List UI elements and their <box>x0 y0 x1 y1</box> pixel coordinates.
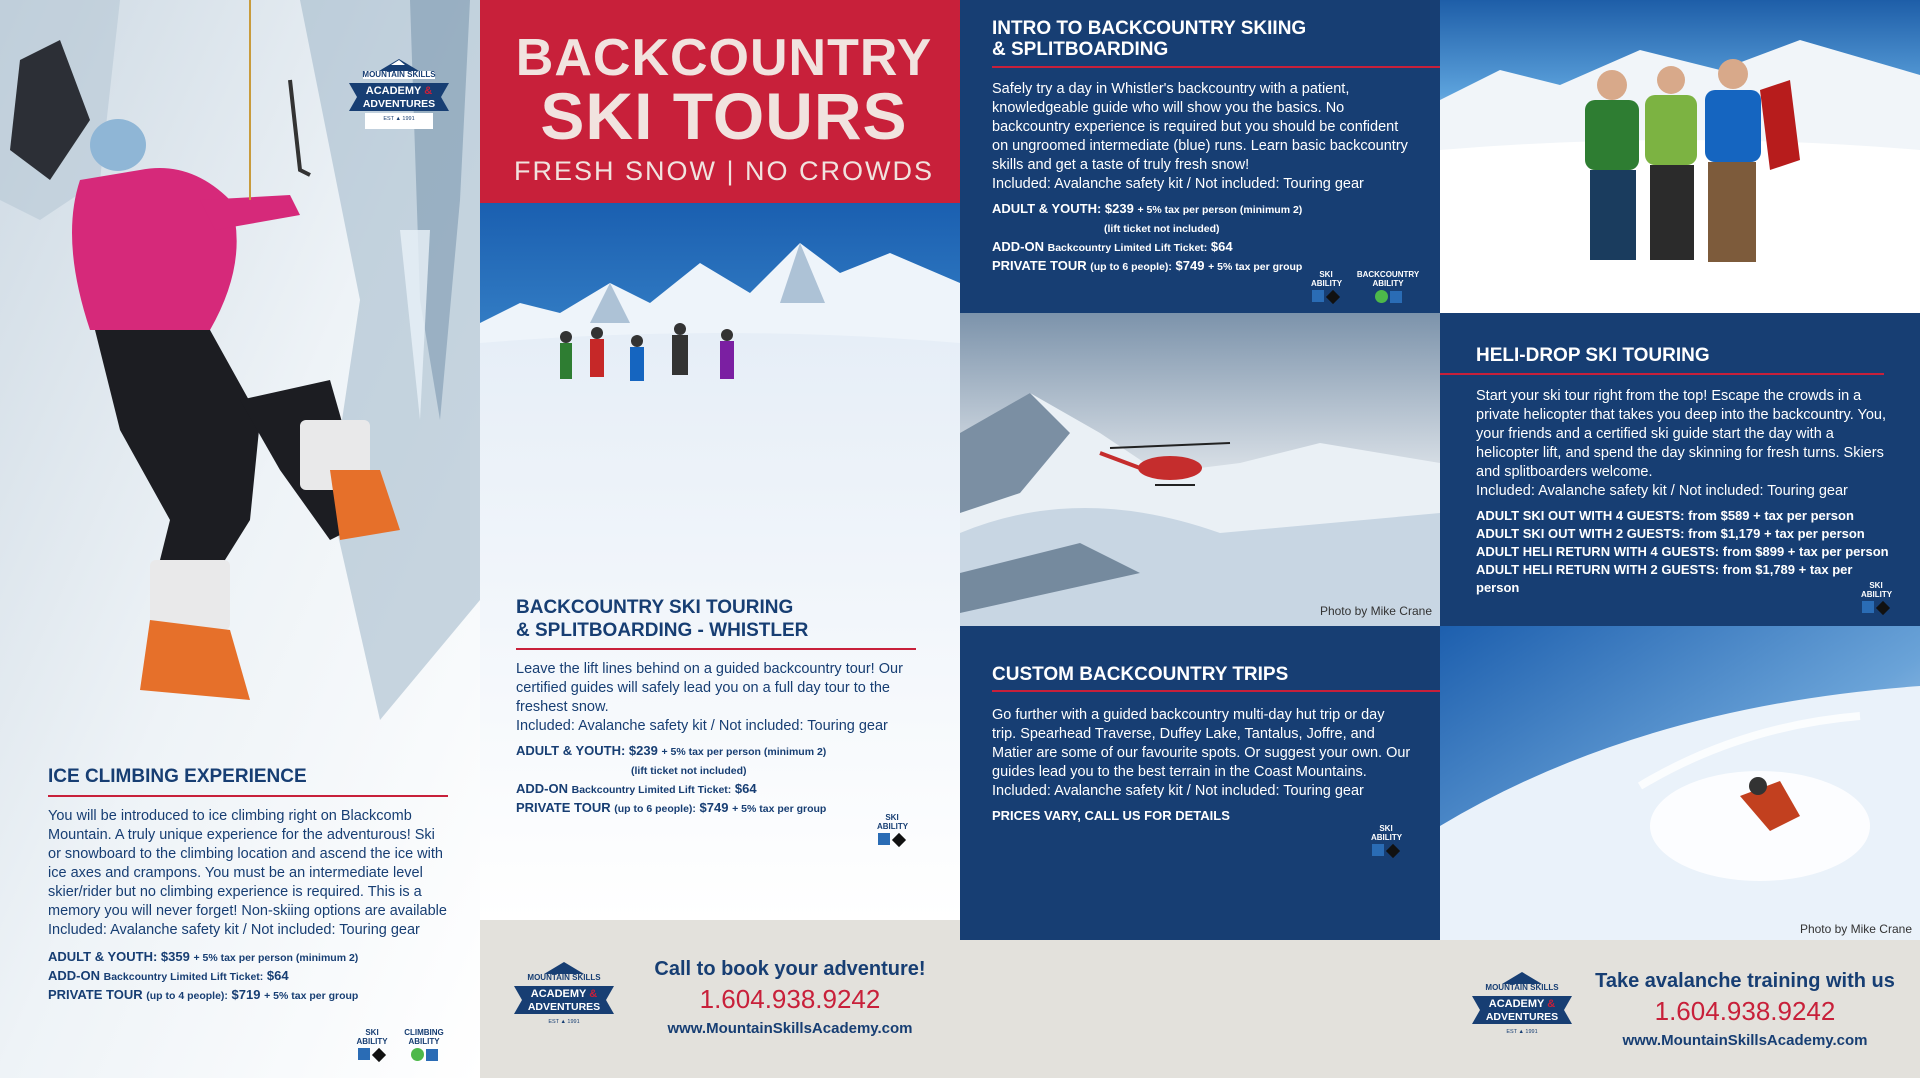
heli-price-4: ADULT HELI RETURN WITH 2 GUESTS: from $1,789 + tax per person <box>1476 562 1853 595</box>
powder-photo-credit: Photo by Mike Crane <box>1799 922 1912 936</box>
touring-price-adult: ADULT & YOUTH: $239 + 5% tax per person (minimum 2) <box>516 743 827 758</box>
logo-line3: ADVENTURES <box>362 98 436 110</box>
green-circle-icon <box>1375 290 1388 303</box>
heli-text-block <box>1476 387 1896 597</box>
ice-text-block <box>48 766 448 1005</box>
heli-price-1: ADULT SKI OUT WITH 4 GUESTS: from $589 + tax per person <box>1476 508 1854 523</box>
logo-line2: ACADEMY & <box>365 85 433 97</box>
custom-title-rule <box>992 690 1440 692</box>
brand-logo-footer <box>508 958 620 1038</box>
logo-est: EST ▲ 1991 <box>548 1019 580 1025</box>
brand-logo-footer-right <box>1466 968 1578 1048</box>
ice-title-rule <box>48 795 448 797</box>
footer-right <box>960 940 1920 1078</box>
black-diamond-icon <box>372 1048 386 1062</box>
footer-mid-url[interactable]: www.MountainSkillsAcademy.com <box>667 1020 913 1037</box>
custom-title: CUSTOM BACKCOUNTRY TRIPS <box>992 664 1289 685</box>
blue-square-icon <box>358 1048 370 1060</box>
intro-text-block <box>992 80 1412 276</box>
intro-panel <box>960 0 1440 313</box>
logo-line1: MOUNTAIN SKILLS <box>362 70 436 79</box>
black-diamond-icon <box>1386 844 1400 858</box>
intro-body: Safely try a day in Whistler's backcountry with a patient, knowledgeable guide who will show you the basics. No backcountry experience is required but you should be confident on ungroomed intermediate (blue) runs. Learn basic backcountry skills and get a taste of truly fresh snow! <box>992 81 1408 173</box>
custom-panel <box>960 626 1440 940</box>
touring-text-block <box>516 596 926 818</box>
heli-price-3: ADULT HELI RETURN WITH 4 GUESTS: from $899 + tax per person <box>1476 544 1889 559</box>
custom-text-block <box>992 706 1412 825</box>
ice-climbing-panel <box>0 0 480 1078</box>
heli-included: Included: Avalanche safety kit / Not included: Touring gear <box>1476 483 1848 499</box>
black-diamond-icon <box>1326 290 1340 304</box>
hero-panel <box>480 0 960 203</box>
hero-line2: SKI TOURS <box>540 79 908 153</box>
touring-price-addon: ADD-ON Backcountry Limited Lift Ticket: $64 <box>516 781 757 796</box>
logo-line2: ACADEMY & <box>1488 998 1556 1010</box>
green-circle-icon <box>411 1048 424 1061</box>
intro-backcountry-ability: BACKCOUNTRY ABILITY <box>1350 270 1426 305</box>
touring-price-note: (lift ticket not included) <box>631 765 747 777</box>
footer-mid-phone[interactable]: 1.604.938.9242 <box>699 984 881 1014</box>
touring-included: Included: Avalanche safety kit / Not included: Touring gear <box>516 718 888 734</box>
heli-body: Start your ski tour right from the top! Escape the crowds in a private helicopter that takes you deep into the backcountry. You, your friends and a certified ski guide start the day with a helicopter lift, and spend the day skinning for fresh turns. Skiers and splitboarders welcome. <box>1476 388 1887 480</box>
ice-ski-ability: SKI ABILITY <box>352 1028 392 1062</box>
touring-body: Leave the lift lines behind on a guided backcountry tour! Our certified guides will safely lead you on a full day tour to the freshest snow. <box>516 661 903 715</box>
blue-square-icon <box>1372 844 1384 856</box>
intro-price-addon: ADD-ON Backcountry Limited Lift Ticket: $64 <box>992 239 1233 254</box>
custom-prices: PRICES VARY, CALL US FOR DETAILS <box>992 808 1230 823</box>
logo-line3: ADVENTURES <box>1485 1011 1559 1023</box>
ice-title: ICE CLIMBING EXPERIENCE <box>48 766 307 787</box>
footer-right-phone[interactable]: 1.604.938.9242 <box>1654 996 1836 1026</box>
logo-line1: MOUNTAIN SKILLS <box>527 973 601 982</box>
blue-square-icon <box>878 833 890 845</box>
guides-group-photo <box>1440 0 1920 313</box>
footer-right-url[interactable]: www.MountainSkillsAcademy.com <box>1622 1032 1868 1049</box>
intro-price-private: PRIVATE TOUR (up to 6 people): $749 + 5% tax per group <box>992 258 1303 273</box>
ice-included: Included: Avalanche safety kit / Not included: Touring gear <box>48 922 420 938</box>
heli-price-2: ADULT SKI OUT WITH 2 GUESTS: from $1,179 + tax per person <box>1476 526 1865 541</box>
touring-price-private: PRIVATE TOUR (up to 6 people): $749 + 5% tax per group <box>516 800 827 815</box>
blue-square-icon <box>426 1049 438 1061</box>
heli-panel <box>1440 313 1920 626</box>
blue-square-icon <box>1862 601 1874 613</box>
heli-title-rule <box>1440 373 1884 375</box>
footer-right-call: Take avalanche training with us <box>1595 970 1895 992</box>
intro-price-adult: ADULT & YOUTH: $239 + 5% tax per person (minimum 2) <box>992 201 1303 216</box>
custom-ski-ability: SKI ABILITY <box>1366 824 1406 858</box>
ice-price-private: PRIVATE TOUR (up to 4 people): $719 + 5% tax per group <box>48 987 359 1002</box>
touring-panel <box>480 203 960 920</box>
touring-title: BACKCOUNTRY SKI TOURING & SPLITBOARDING - WHISTLER <box>516 597 809 641</box>
touring-title-rule <box>516 648 916 650</box>
ice-price-adult: ADULT & YOUTH: $359 + 5% tax per person (minimum 2) <box>48 949 359 964</box>
heli-title: HELI-DROP SKI TOURING <box>1476 345 1710 366</box>
helicopter-photo <box>960 313 1440 626</box>
intro-title-rule <box>992 66 1440 68</box>
ice-body: You will be introduced to ice climbing right on Blackcomb Mountain. A truly unique experience for the adventurous! Ski or snowboard to the climbing location and ascend the ice with ice axes and crampons. You must be an intermediate level skier/rider but no climbing experience is required. This is a memory you will never forget! Non-skiing options are available <box>48 808 447 919</box>
blue-square-icon <box>1312 290 1324 302</box>
ice-price-addon: ADD-ON Backcountry Limited Lift Ticket: $64 <box>48 968 289 983</box>
logo-line1: MOUNTAIN SKILLS <box>1485 983 1559 992</box>
brand-logo <box>343 55 455 135</box>
heli-photo-credit: Photo by Mike Crane <box>1319 604 1432 618</box>
hero-line1: BACKCOUNTRY <box>515 29 933 87</box>
logo-line2: ACADEMY & <box>530 988 598 1000</box>
footer-mid <box>480 920 960 1078</box>
intro-price-note: (lift ticket not included) <box>1104 223 1220 235</box>
footer-mid-call: Call to book your adventure! <box>654 958 926 980</box>
touring-ski-ability: SKI ABILITY <box>872 813 912 847</box>
heli-ski-ability: SKI ABILITY <box>1856 581 1896 615</box>
logo-est: EST ▲ 1991 <box>383 116 415 122</box>
hero-tagline: FRESH SNOW | NO CROWDS <box>513 156 934 186</box>
intro-ski-ability: SKI ABILITY <box>1306 270 1346 304</box>
custom-included: Included: Avalanche safety kit / Not included: Touring gear <box>992 783 1364 799</box>
intro-included: Included: Avalanche safety kit / Not included: Touring gear <box>992 176 1364 192</box>
black-diamond-icon <box>892 833 906 847</box>
ice-climbing-ability: CLIMBING ABILITY <box>398 1028 450 1063</box>
logo-line3: ADVENTURES <box>527 1001 601 1013</box>
custom-body: Go further with a guided backcountry multi-day hut trip or day trip. Spearhead Traverse, Duffey Lake, Tantalus, Joffre, and Matier are some of our favourite spots. Or suggest your own. Our guides lead you to the best terrain in the Coast Mountains. <box>992 707 1411 780</box>
powder-skier-photo <box>1440 626 1920 940</box>
black-diamond-icon <box>1876 601 1890 615</box>
logo-est: EST ▲ 1991 <box>1506 1029 1538 1035</box>
intro-title: INTRO TO BACKCOUNTRY SKIING & SPLITBOARDING <box>992 18 1307 60</box>
blue-square-icon <box>1390 291 1402 303</box>
